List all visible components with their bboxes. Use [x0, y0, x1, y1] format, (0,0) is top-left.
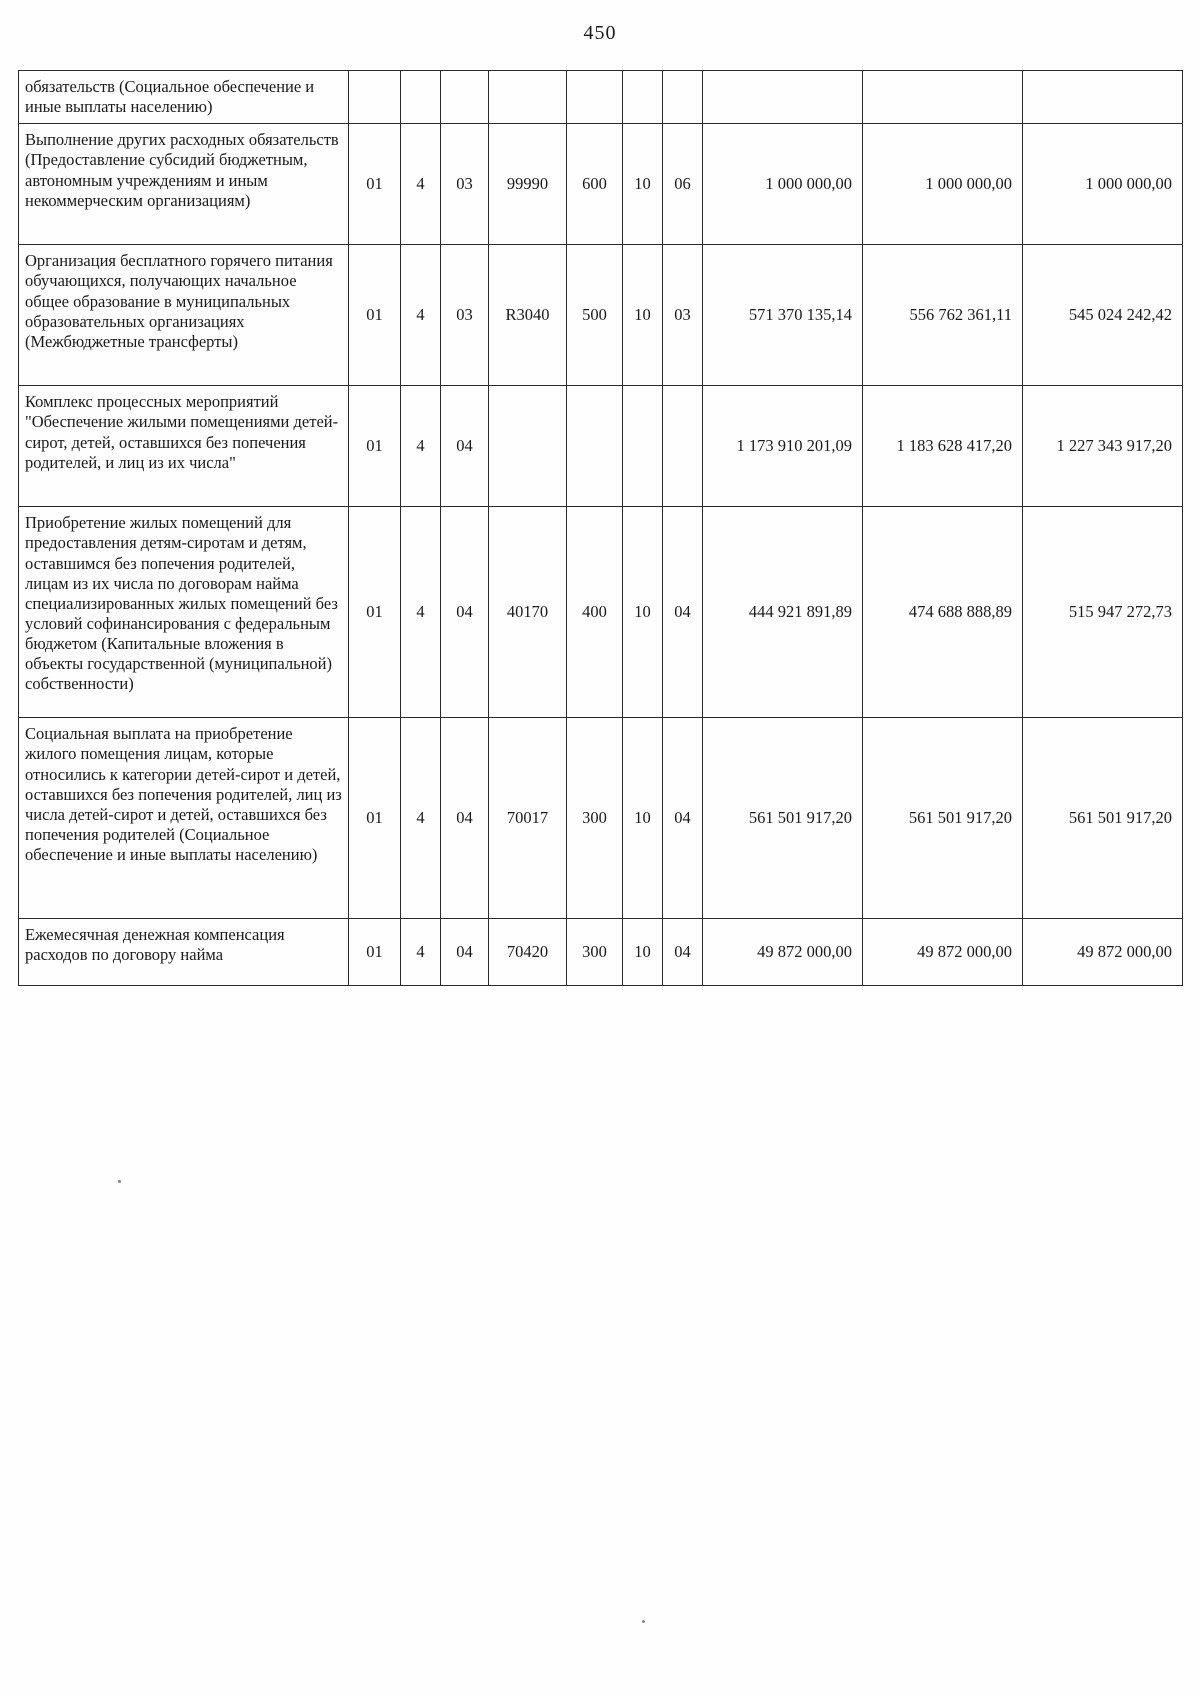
- cell-c: 04: [441, 919, 489, 986]
- cell-c: 04: [441, 718, 489, 919]
- cell-d: [489, 71, 567, 124]
- cell-f: 10: [623, 507, 663, 718]
- row-name: Приобретение жилых помещений для предоставления детям-сиротам и детям, оставшимся без попечения родителей, лицам из их числа по договорам найма специализированных жилых помещений без условий софинансирования с федеральным бюджетом (Капитальные вложения в объекты государственной (муниципальной) собственности): [19, 507, 349, 718]
- cell-sum-3: [1023, 71, 1183, 124]
- cell-sum-3: 49 872 000,00: [1023, 919, 1183, 986]
- cell-sum-3: 545 024 242,42: [1023, 245, 1183, 386]
- cell-a: 01: [349, 919, 401, 986]
- cell-g: [663, 71, 703, 124]
- cell-f: 10: [623, 124, 663, 245]
- cell-e: 300: [567, 919, 623, 986]
- cell-d: R3040: [489, 245, 567, 386]
- cell-g: [663, 386, 703, 507]
- scan-speck: [642, 1620, 645, 1623]
- cell-b: [401, 71, 441, 124]
- cell-sum-1: 561 501 917,20: [703, 718, 863, 919]
- cell-sum-2: 561 501 917,20: [863, 718, 1023, 919]
- cell-g: 06: [663, 124, 703, 245]
- cell-sum-2: 1 000 000,00: [863, 124, 1023, 245]
- cell-sum-1: 444 921 891,89: [703, 507, 863, 718]
- row-name: обязательств (Социальное обеспечение и иные выплаты населению): [19, 71, 349, 124]
- cell-g: 04: [663, 507, 703, 718]
- row-name: Организация бесплатного горячего питания обучающихся, получающих начальное общее образование в муниципальных образовательных организациях (Межбюджетные трансферты): [19, 245, 349, 386]
- cell-c: 03: [441, 245, 489, 386]
- table-row: [19, 124, 1183, 245]
- cell-d: [489, 386, 567, 507]
- cell-e: 600: [567, 124, 623, 245]
- cell-f: 10: [623, 919, 663, 986]
- cell-f: 10: [623, 245, 663, 386]
- cell-a: 01: [349, 124, 401, 245]
- cell-d: 70017: [489, 718, 567, 919]
- cell-c: [441, 71, 489, 124]
- cell-sum-2: 1 183 628 417,20: [863, 386, 1023, 507]
- cell-sum-3: 515 947 272,73: [1023, 507, 1183, 718]
- cell-c: 04: [441, 386, 489, 507]
- cell-g: 04: [663, 919, 703, 986]
- cell-e: [567, 71, 623, 124]
- table-row: [19, 718, 1183, 919]
- budget-table-container: [18, 70, 1182, 986]
- cell-f: 10: [623, 718, 663, 919]
- cell-sum-1: 1 173 910 201,09: [703, 386, 863, 507]
- cell-sum-2: 556 762 361,11: [863, 245, 1023, 386]
- cell-e: 400: [567, 507, 623, 718]
- cell-f: [623, 71, 663, 124]
- table-row: [19, 919, 1183, 986]
- cell-d: 70420: [489, 919, 567, 986]
- cell-b: 4: [401, 919, 441, 986]
- cell-c: 04: [441, 507, 489, 718]
- cell-b: 4: [401, 245, 441, 386]
- cell-b: 4: [401, 507, 441, 718]
- table-row: [19, 386, 1183, 507]
- cell-f: [623, 386, 663, 507]
- cell-sum-1: 49 872 000,00: [703, 919, 863, 986]
- table-row: [19, 71, 1183, 124]
- cell-sum-2: [863, 71, 1023, 124]
- row-name: Выполнение других расходных обязательств (Предоставление субсидий бюджетным, автономным учреждениям и иным некоммерческим организациям): [19, 124, 349, 245]
- cell-a: 01: [349, 718, 401, 919]
- cell-g: 03: [663, 245, 703, 386]
- scan-speck: [118, 1180, 121, 1183]
- table-row: [19, 245, 1183, 386]
- cell-e: [567, 386, 623, 507]
- cell-sum-3: 1 227 343 917,20: [1023, 386, 1183, 507]
- cell-a: 01: [349, 507, 401, 718]
- cell-a: 01: [349, 386, 401, 507]
- table-row: [19, 507, 1183, 718]
- cell-d: 40170: [489, 507, 567, 718]
- cell-b: 4: [401, 718, 441, 919]
- row-name: Социальная выплата на приобретение жилого помещения лицам, которые относились к категории детей-сирот и детей, оставшихся без попечения родителей, лиц из числа детей-сирот и детей, оставшихся без попечения родителей (Социальное обеспечение и иные выплаты населению): [19, 718, 349, 919]
- cell-e: 500: [567, 245, 623, 386]
- cell-sum-1: 1 000 000,00: [703, 124, 863, 245]
- cell-sum-3: 561 501 917,20: [1023, 718, 1183, 919]
- cell-a: [349, 71, 401, 124]
- cell-g: 04: [663, 718, 703, 919]
- cell-sum-2: 474 688 888,89: [863, 507, 1023, 718]
- page-number: 450: [583, 22, 617, 44]
- cell-sum-3: 1 000 000,00: [1023, 124, 1183, 245]
- cell-sum-1: [703, 71, 863, 124]
- cell-e: 300: [567, 718, 623, 919]
- cell-a: 01: [349, 245, 401, 386]
- cell-sum-2: 49 872 000,00: [863, 919, 1023, 986]
- cell-sum-1: 571 370 135,14: [703, 245, 863, 386]
- cell-d: 99990: [489, 124, 567, 245]
- row-name: Ежемесячная денежная компенсация расходов по договору найма: [19, 919, 349, 986]
- cell-b: 4: [401, 386, 441, 507]
- cell-c: 03: [441, 124, 489, 245]
- row-name: Комплекс процессных мероприятий "Обеспечение жилыми помещениями детей-сирот, детей, оставшихся без попечения родителей, и лиц из их числа": [19, 386, 349, 507]
- cell-b: 4: [401, 124, 441, 245]
- budget-table: [18, 70, 1183, 986]
